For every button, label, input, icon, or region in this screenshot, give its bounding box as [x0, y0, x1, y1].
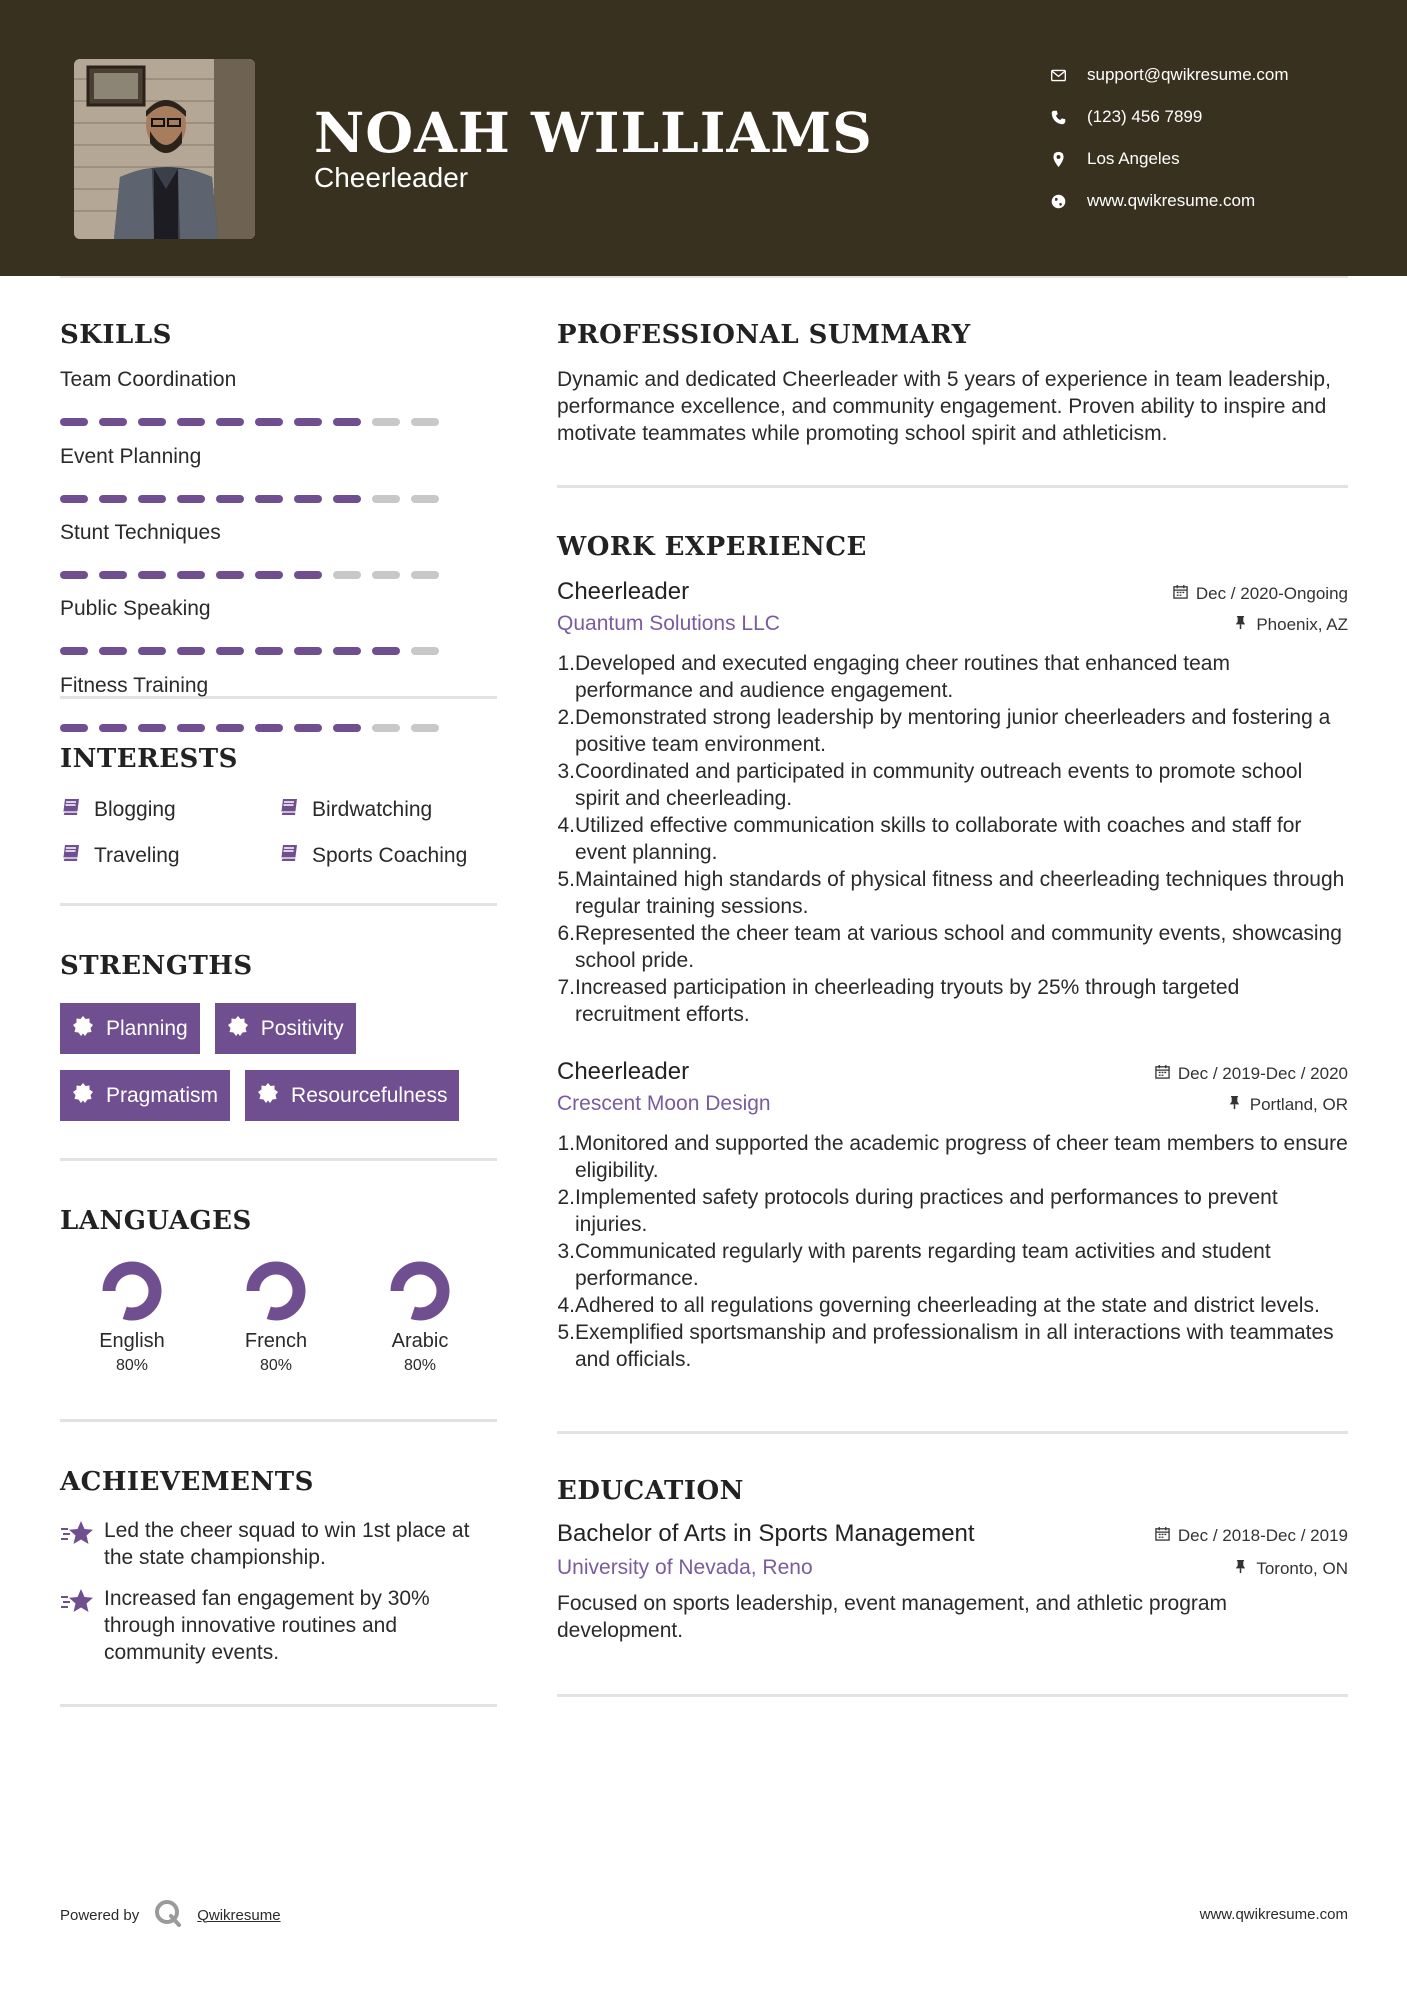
skill-label: Event Planning [60, 445, 202, 468]
pushpin-icon [1233, 1559, 1256, 1579]
interest-item [278, 842, 497, 870]
language-name: French [244, 1330, 308, 1352]
job-bullet: 5. Exemplified sportsmanship and professionalism in all interactions with teammates and officials. [557, 1319, 1348, 1373]
envelope-icon [1050, 67, 1087, 84]
phone-icon [1050, 109, 1087, 126]
contact-location [1050, 138, 1289, 180]
interest-label: Sports Coaching [312, 844, 468, 867]
job-entry [557, 1058, 1348, 1373]
skill-segment-empty [372, 724, 400, 732]
job-bullet-text: Implemented safety protocols during practices and performances to prevent injuries. [575, 1186, 1278, 1236]
education-dates-text: Dec / 2018-Dec / 2019 [1177, 1526, 1348, 1545]
strength-tag [60, 1003, 200, 1054]
job-bullet: 4. Utilized effective communication skills to collaborate with coaches and staff for event planning. [557, 812, 1348, 866]
job-dates-text: Dec / 2020-Ongoing [1195, 584, 1348, 603]
skill-segment-empty [411, 724, 439, 732]
skill-label: Fitness Training [60, 674, 209, 697]
skill-item [60, 626, 497, 726]
job-location-text: Portland, OR [1249, 1095, 1348, 1114]
language-percent: 80% [403, 1357, 437, 1374]
language-ring [243, 1258, 309, 1324]
calendar-icon [1155, 1064, 1178, 1084]
contact-website-text: www.qwikresume.com [1087, 191, 1256, 210]
strengths-section [60, 951, 497, 1121]
job-bullet: 4. Adhered to all regulations governing cheerleading at the state and district levels. [557, 1294, 1320, 1317]
job-bullet: 1. Developed and executed engaging cheer routines that enhanced team performance and audience engagement. [557, 650, 1348, 704]
interests-section [60, 744, 497, 870]
job-bullet: 6. Represented the cheer team at various school and community events, showcasing school pride. [557, 920, 1348, 974]
strength-label: Pragmatism [106, 1083, 219, 1107]
profile-photo [74, 59, 255, 239]
skill-label: Stunt Techniques [60, 521, 221, 544]
job-bullet-text: Represented the cheer team at various school and community events, showcasing school pride. [575, 922, 1342, 972]
achievements-heading: ACHIEVEMENTS [60, 1467, 314, 1497]
experience-section [557, 532, 1348, 1373]
job-entry [557, 578, 1348, 1028]
education-dates [1155, 1526, 1348, 1546]
job-bullet: 2. Demonstrated strong leadership by mentoring junior cheerleaders and fostering a positive team environment. [557, 704, 1348, 758]
pushpin-icon [1227, 1095, 1250, 1115]
language-item [60, 1258, 204, 1375]
job-dates-text: Dec / 2019-Dec / 2020 [1177, 1064, 1348, 1083]
contact-list [1050, 54, 1289, 222]
education-heading: EDUCATION [557, 1476, 744, 1506]
book-icon [60, 796, 94, 824]
powered-by-text: Powered by [60, 1906, 140, 1924]
star-icon [60, 1585, 104, 1666]
skills-section [60, 320, 497, 762]
interest-item [60, 842, 278, 870]
profile-photo-image [74, 59, 255, 239]
section-divider [557, 1694, 1348, 1697]
section-divider [60, 903, 497, 906]
interest-item [278, 796, 497, 824]
skill-level-bar [60, 724, 439, 732]
job-bullet: 5. Maintained high standards of physical fitness and cheerleading techniques through regular training sessions. [557, 866, 1348, 920]
contact-location-text: Los Angeles [1087, 149, 1180, 168]
strength-label: Planning [106, 1016, 188, 1040]
interests-heading: INTERESTS [60, 744, 238, 774]
education-location-text: Toronto, ON [1256, 1559, 1348, 1578]
language-percent: 80% [115, 1357, 149, 1374]
summary-heading: PROFESSIONAL SUMMARY [557, 320, 971, 350]
job-bullet-text: Utilized effective communication skills to collaborate with coaches and staff for event planning. [575, 814, 1302, 864]
summary-section [557, 320, 1348, 447]
contact-website[interactable] [1050, 180, 1289, 222]
languages-section [60, 1206, 497, 1375]
skill-label: Public Speaking [60, 597, 211, 620]
section-divider [557, 485, 1348, 488]
strengths-heading: STRENGTHS [60, 951, 253, 981]
job-bullet-text: Increased participation in cheerleading tryouts by 25% through targeted recruitment efforts. [575, 976, 1240, 1026]
job-title: Cheerleader [557, 1058, 690, 1085]
badge-icon [72, 1015, 106, 1043]
company-name: Crescent Moon Design [557, 1092, 771, 1115]
education-description: Focused on sports leadership, event management, and athletic program development. [557, 1592, 1228, 1642]
strength-tag [245, 1070, 459, 1121]
book-icon [278, 842, 312, 870]
job-dates [1173, 584, 1348, 604]
section-divider [60, 1419, 497, 1422]
interest-item [60, 796, 278, 824]
strength-label: Positivity [260, 1016, 344, 1040]
section-divider [60, 1158, 497, 1161]
company-name: Quantum Solutions LLC [557, 612, 780, 635]
experience-heading: WORK EXPERIENCE [557, 532, 867, 562]
skill-segment-filled [60, 724, 88, 732]
education-section [557, 1476, 1348, 1644]
achievement-text: Led the cheer squad to win 1st place at the state championship. [104, 1519, 470, 1569]
school-name: University of Nevada, Reno [557, 1556, 813, 1579]
job-bullets [557, 650, 1348, 1028]
book-icon [278, 796, 312, 824]
job-bullet-text: Coordinated and participated in community outreach events to promote school spirit and cheerleading. [575, 760, 1303, 810]
contact-email[interactable] [1050, 54, 1289, 96]
skill-segment-filled [255, 724, 283, 732]
calendar-icon [1173, 584, 1196, 604]
skill-label: Team Coordination [60, 368, 237, 391]
globe-icon [1050, 193, 1087, 210]
job-bullet: 3. Communicated regularly with parents regarding team activities and student performance. [557, 1238, 1348, 1292]
language-item [204, 1258, 348, 1375]
achievement-item [60, 1585, 497, 1666]
achievement-item [60, 1517, 497, 1571]
book-icon [60, 842, 94, 870]
footer-url[interactable]: www.qwikresume.com [1199, 1906, 1348, 1923]
resume-header [0, 0, 1407, 276]
language-name: Arabic [391, 1330, 449, 1352]
language-name: English [99, 1330, 165, 1352]
qwikresume-link[interactable]: Qwikresume [197, 1906, 281, 1924]
language-ring [99, 1258, 165, 1324]
pushpin-icon [1233, 615, 1256, 635]
job-bullet: 7. Increased participation in cheerleading tryouts by 25% through targeted recruitment efforts. [557, 974, 1348, 1028]
job-dates [1155, 1064, 1348, 1084]
degree-title: Bachelor of Arts in Sports Management [557, 1520, 975, 1547]
right-column [557, 320, 1348, 1697]
job-bullet: 2. Implemented safety protocols during practices and performances to prevent injuries. [557, 1184, 1348, 1238]
achievements-section [60, 1467, 497, 1666]
section-divider [557, 1431, 1348, 1434]
interest-label: Birdwatching [312, 798, 433, 821]
job-bullet-text: Demonstrated strong leadership by mentoring junior cheerleaders and fostering a positive team environment. [575, 706, 1331, 756]
location-pin-icon [1050, 151, 1087, 168]
star-icon [60, 1517, 104, 1571]
job-bullet-text: Monitored and supported the academic progress of cheer team members to ensure eligibility. [575, 1132, 1348, 1182]
skills-heading: SKILLS [60, 320, 172, 350]
footer-powered-by [60, 1898, 281, 1932]
skill-segment-filled [177, 724, 205, 732]
language-percent: 80% [259, 1357, 293, 1374]
candidate-name: NOAH WILLIAMS [314, 100, 873, 165]
summary-text: Dynamic and dedicated Cheerleader with 5 years of experience in team leadership, performance excellence, and community engagement. Proven ability to inspire and motivate teammates while promoting school spirit and athleticism. [557, 368, 1331, 445]
job-bullet-text: Communicated regularly with parents regarding team activities and student performance. [575, 1240, 1271, 1290]
contact-phone[interactable] [1050, 96, 1289, 138]
interest-label: Traveling [94, 844, 180, 867]
contact-email-text: support@qwikresume.com [1087, 65, 1289, 84]
qwikresume-logo-icon [139, 1898, 197, 1932]
job-location [1227, 1095, 1348, 1115]
skill-segment-filled [138, 724, 166, 732]
strength-tag [215, 1003, 356, 1054]
strength-label: Resourcefulness [291, 1083, 448, 1107]
skill-segment-filled [216, 724, 244, 732]
badge-icon [257, 1082, 291, 1110]
calendar-icon [1155, 1526, 1178, 1546]
job-location-text: Phoenix, AZ [1256, 615, 1348, 634]
job-bullet-text: Maintained high standards of physical fitness and cheerleading techniques through regular training sessions. [575, 868, 1345, 918]
job-bullets [557, 1130, 1348, 1373]
job-bullet: 1. Monitored and supported the academic progress of cheer team members to ensure eligibility. [557, 1132, 1348, 1182]
badge-icon [227, 1015, 261, 1043]
skill-segment-filled [99, 724, 127, 732]
interest-label: Blogging [94, 798, 176, 821]
achievement-text: Increased fan engagement by 30% through innovative routines and community events. [104, 1587, 430, 1664]
section-divider [60, 1704, 497, 1707]
strength-tag [60, 1070, 230, 1121]
skill-segment-filled [333, 724, 361, 732]
badge-icon [72, 1082, 106, 1110]
header-divider [60, 276, 1348, 278]
job-title: Cheerleader [557, 578, 690, 605]
education-location [1233, 1559, 1348, 1579]
job-bullet-text: Exemplified sportsmanship and professionalism in all interactions with teammates and officials. [575, 1321, 1334, 1371]
left-column [60, 320, 497, 1707]
language-ring [387, 1258, 453, 1324]
skill-segment-filled [294, 724, 322, 732]
job-bullet-text: Developed and executed engaging cheer routines that enhanced team performance and audience engagement. [575, 652, 1230, 702]
job-bullet-text: Adhered to all regulations governing cheerleading at the state and district levels. [575, 1294, 1320, 1317]
candidate-title: Cheerleader [314, 162, 469, 193]
contact-phone-text: (123) 456 7899 [1087, 107, 1203, 126]
job-bullet: 3. Coordinated and participated in community outreach events to promote school spirit and cheerleading. [557, 758, 1348, 812]
languages-heading: LANGUAGES [60, 1206, 252, 1236]
language-item [348, 1258, 492, 1375]
job-location [1233, 615, 1348, 635]
